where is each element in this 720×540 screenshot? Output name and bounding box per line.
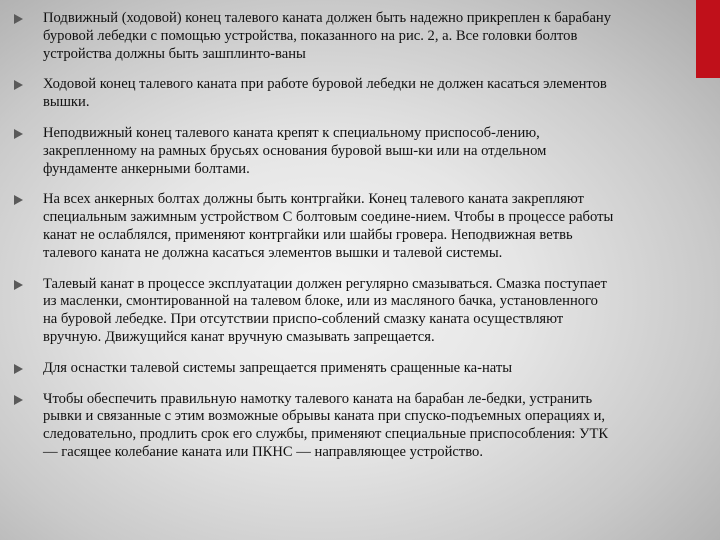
bullet-text: Талевый канат в процессе эксплуатации должен регулярно смазываться. Смазка поступает из масленки, смонтированной на талевом блоке, или из масляного бачка, установленного на буровой лебедке. При отсутствии приспо-соблений смазку каната осуществляют вручную. Движущийся канат вручную смазывать запрещается. bbox=[43, 275, 607, 345]
triangle-bullet-icon bbox=[14, 80, 23, 90]
bullet-item bbox=[14, 76, 614, 112]
bullet-list bbox=[14, 10, 614, 475]
bullet-item bbox=[14, 10, 614, 63]
bullet-item bbox=[14, 276, 614, 347]
triangle-bullet-icon bbox=[14, 395, 23, 405]
bullet-item bbox=[14, 191, 614, 262]
bullet-text: Неподвижный конец талевого каната крепят к специальному приспособ-лению, закрепленному на рамных брусьях основания буровой выш-ки или на отдельном фундаменте анкерными болтами. bbox=[43, 124, 547, 177]
bullet-item bbox=[14, 391, 614, 462]
bullet-text: Чтобы обеспечить правильную намотку талевого каната на барабан ле-бедки, устранить рывки и связанные с этим возможные обрывы каната при спуско-подъемных операциях и, следовательно, продлить срок его службы, применяют специальные приспособления: УТК — гасящее колебание каната или ПКНС — направляющее устройство. bbox=[43, 390, 609, 460]
triangle-bullet-icon bbox=[14, 280, 23, 290]
triangle-bullet-icon bbox=[14, 364, 23, 374]
triangle-bullet-icon bbox=[14, 129, 23, 139]
bullet-text: На всех анкерных болтах должны быть контргайки. Конец талевого каната закрепляют специальным зажимным устройством С болтовым соедине-нием. Чтобы в процессе работы канат не ослаблялся, применяют контргайки или шайбы гровера. Неподвижная ветвь талевого каната не должна касаться элементов вышки и талевой системы. bbox=[43, 191, 614, 261]
bullet-item bbox=[14, 360, 614, 378]
triangle-bullet-icon bbox=[14, 195, 23, 205]
bullet-text: Для оснастки талевой системы запрещается применять сращенные ка-наты bbox=[43, 359, 513, 376]
accent-bar bbox=[696, 0, 720, 78]
triangle-bullet-icon bbox=[14, 14, 23, 24]
bullet-item bbox=[14, 125, 614, 178]
bullet-text: Подвижный (ходовой) конец талевого каната должен быть надежно прикреплен к барабану буровой лебедки с помощью устройства, показанного на рис. 2, а. Все головки болтов устройства должны быть зашплинто-ваны bbox=[43, 10, 612, 62]
bullet-text: Ходовой конец талевого каната при работе буровой лебедки не должен касаться элементов вышки. bbox=[43, 76, 607, 111]
